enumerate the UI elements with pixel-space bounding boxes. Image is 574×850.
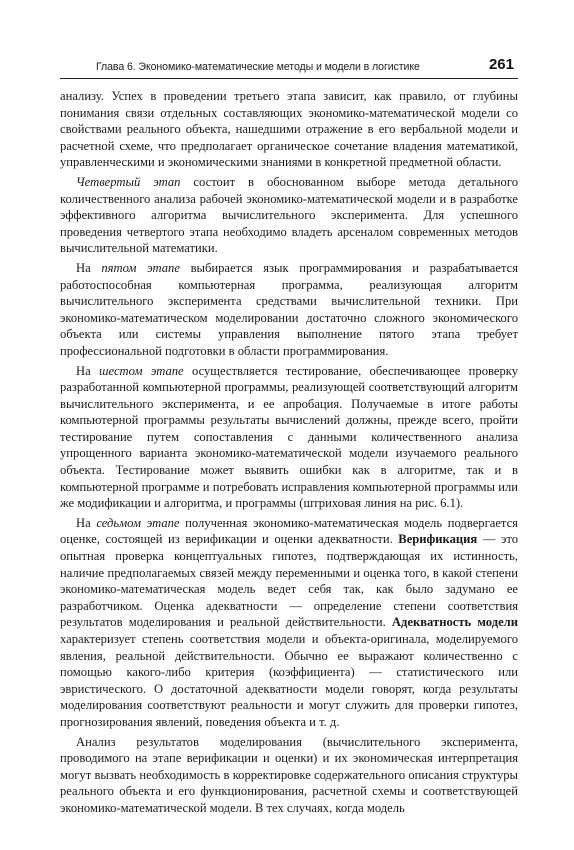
paragraph-text: На xyxy=(76,363,100,378)
paragraph xyxy=(60,174,518,257)
paragraph-em-term: седьмом этапе xyxy=(96,515,180,530)
paragraph-strong-term: Верификация xyxy=(398,532,478,547)
paragraph xyxy=(60,88,518,171)
paragraph-text: На xyxy=(76,515,97,530)
paragraph-text: анализу. Успех в проведении третьего этапа зависит, как правило, от глубины понимания связи отдельных составляющих экономико-математической модели со свойствами реального объекта, нашедшими отражение в его вербальной модели и расчетной схеме, что предполагает органическое сочетание владения математикой, управленческими и экономическими знаниями в конкретной предметной области. xyxy=(60,89,518,170)
chapter-title: Глава 6. Экономико-математические методы и модели в логистике xyxy=(96,61,420,73)
paragraph-text: На xyxy=(76,260,102,275)
paragraph-text: Анализ результатов моделирования (вычислительного эксперимента, проводимого на этапе верификации и оценки) и их экономическая интерпретация могут вызвать необходимость в корректировке содержательного описания структуры реального объекта и его функционирования, расчетной схемы и соответствующей экономико-математической модели. В тех случаях, когда модель xyxy=(60,734,518,815)
paragraph xyxy=(60,515,518,731)
paragraph-text: характеризует степень соответствия модели и объекта-оригинала, моделируемого явления, реальной действительности. Обычно ее выражают количественно с помощью какого-либо критерия (коэффициента) — статистического или эвристического. О достаточной адекватности модели говорят, когда результаты моделирования соответствуют реальности и могут служить для проверки гипотез, прогнозирования явлений, поведения объекта и т. д. xyxy=(60,632,518,729)
paragraph xyxy=(60,734,518,817)
paragraph-strong-term: Адекватность модели xyxy=(391,615,518,630)
body-text xyxy=(60,88,518,820)
paragraph xyxy=(60,260,518,360)
paragraph-em-term: Четвертый этап xyxy=(76,174,181,189)
paragraph-text: осуществляется тестирование, обеспечивающее проверку разработанной компьютерной программы, реализующей соответствующий алгоритм вычислительного эксперимента, и ее апробация. Получаемые в итоге работы компьютерной программы результаты вычислений должны, прежде всего, пройти тестирование путем сопоставления с данными количественного анализа упрощенного варианта экономико-математической модели изучаемого реального объекта. Тестирование может выявить ошибки как в алгоритме, так и в компьютерной программе и потребовать исправления компьютерной программы или же модификации и алгоритма, и программы (штриховая линия на рис. 6.1). xyxy=(60,363,518,511)
page-number: 261 xyxy=(488,56,514,73)
paragraph-text: выбирается язык программирования и разрабатывается работоспособная компьютерная программа, реализующая алгоритм вычислительного эксперимента средствами вычислительной техники. При экономико-математическом моделировании достаточно сложного экономического объекта или системы управления выполнение пятого этапа требует профессиональной подготовки в области программирования. xyxy=(60,260,518,358)
paragraph-em-term: пятом этапе xyxy=(101,260,180,275)
paragraph-text: полученная экономико-математическая модель подвергается оценке, состоящей из верификации и оценки адекватности. xyxy=(60,515,518,547)
paragraph xyxy=(60,363,518,512)
running-header xyxy=(60,56,518,79)
paragraph-text: — это опытная проверка концептуальных гипотез, подтверждающая их истинность, наличие предполагаемых связей между переменными и оценка того, в какой степени экономико-математическая модель ведет себя так, как было задумано ее разработчиком. Оценка адекватности — определение степени соответствия результатов моделирования и реальной действительности. xyxy=(60,532,518,630)
paragraph-em-term: шестом этапе xyxy=(99,363,184,378)
paragraph-text: состоит в обоснованном выборе метода детального количественного анализа рабочей экономико-математической модели и в разработке эффективного алгоритма вычислительного эксперимента. Для успешного проведения четвертого этапа необходимо владеть арсеналом современных методов вычислительной математики. xyxy=(60,174,518,256)
